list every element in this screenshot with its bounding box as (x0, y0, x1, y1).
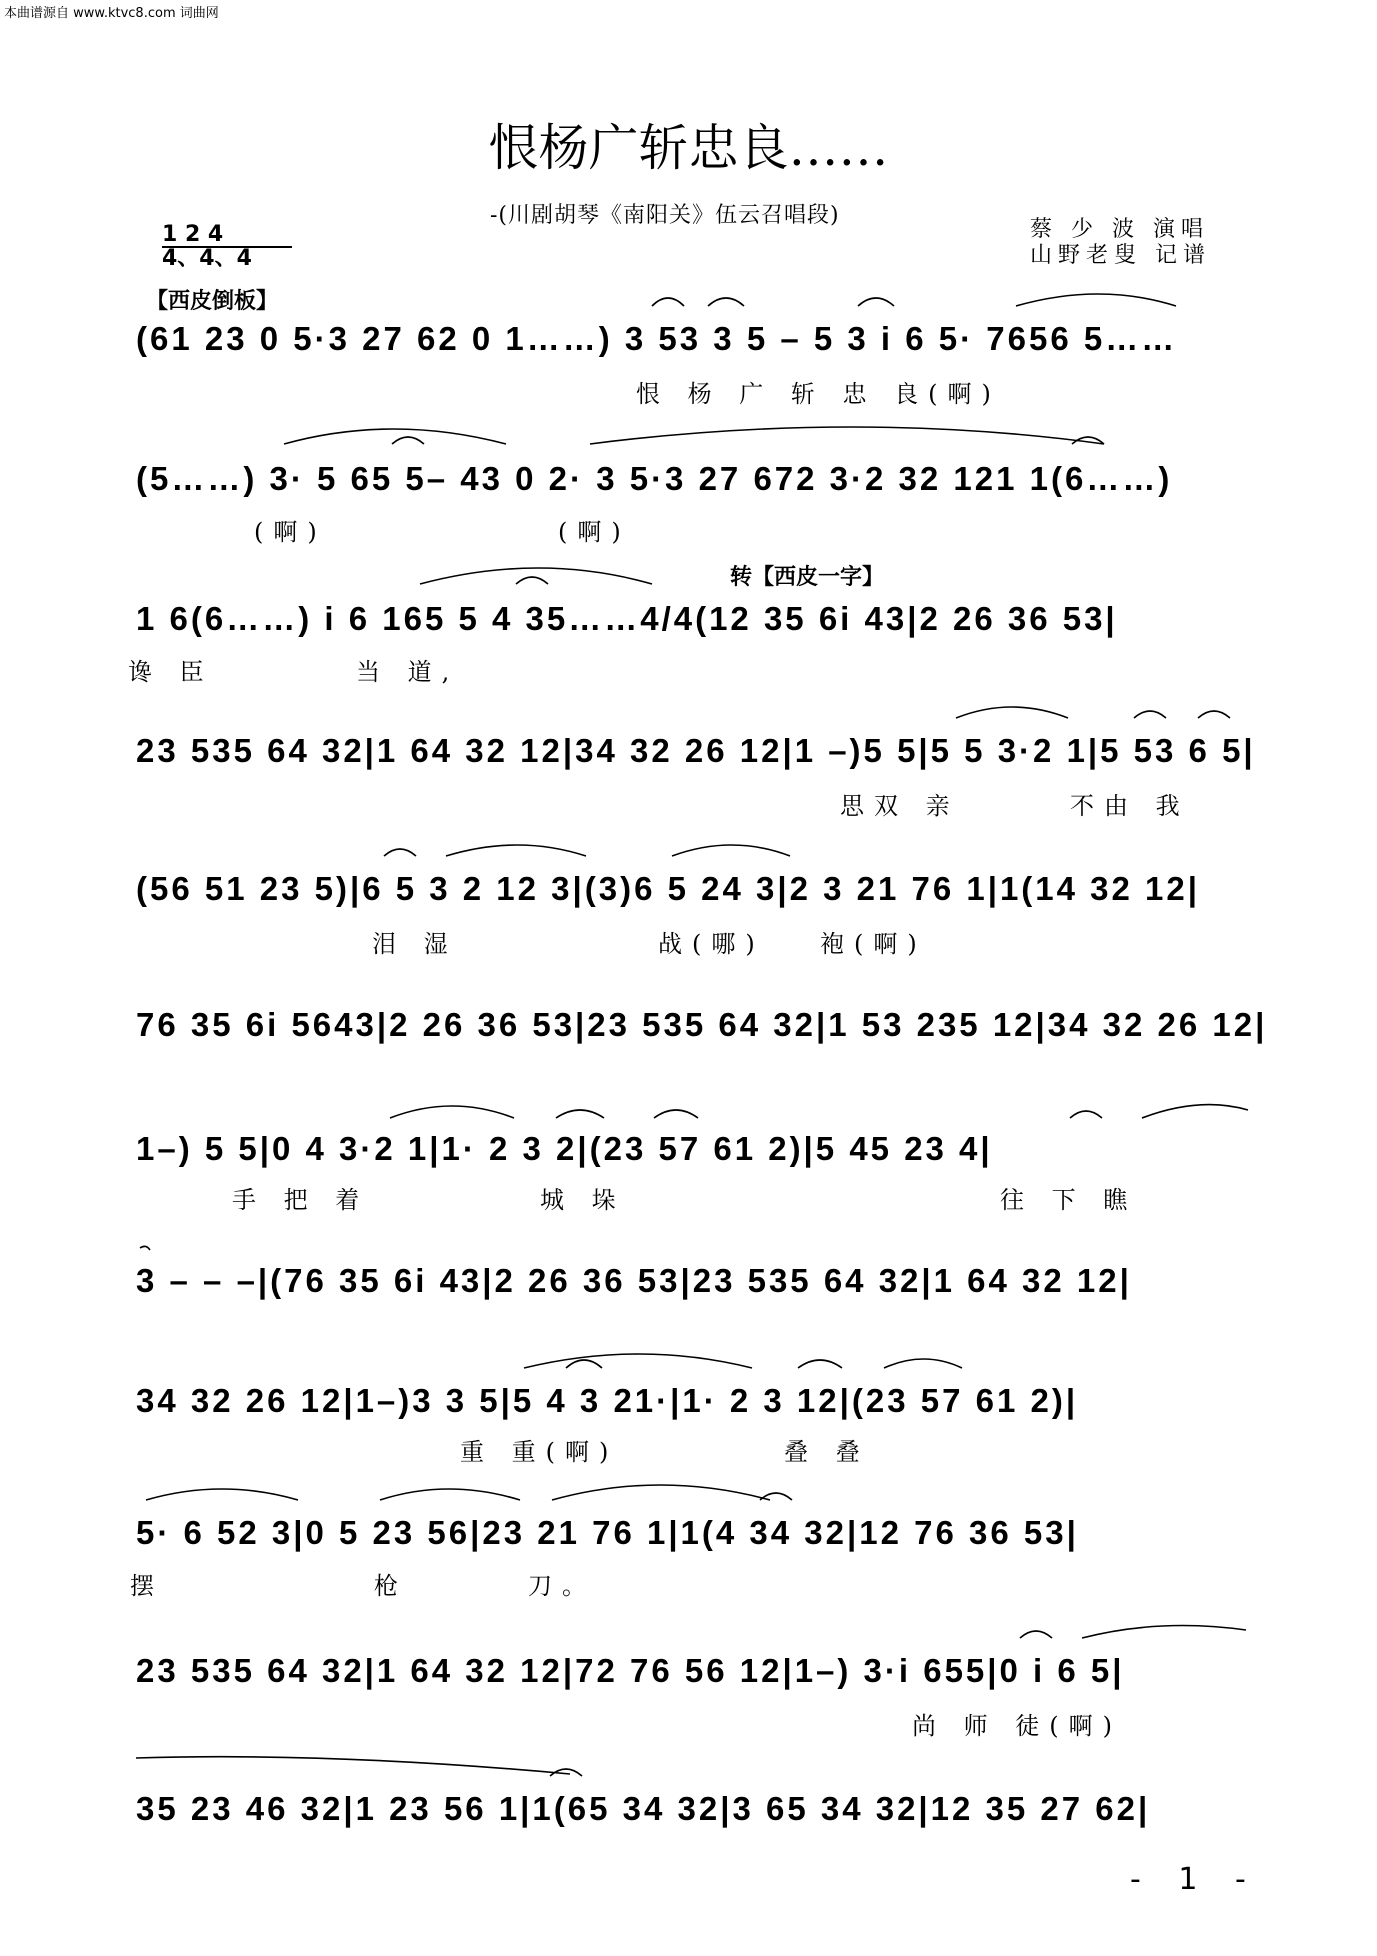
lyric-line-3b: 当 道, (356, 658, 460, 686)
slur-mark (516, 577, 548, 584)
slur-mark (1082, 1626, 1246, 1639)
mode-xipi-daoban: 【西皮倒板】 (146, 288, 279, 314)
lyric-line-3a: 谗 臣 (128, 658, 214, 686)
slur-mark (1016, 294, 1176, 306)
page-number: - 1 - (1130, 1862, 1260, 1897)
slur-mark (708, 298, 744, 306)
slur-mark (1072, 437, 1104, 444)
lyric-line-10b: 枪 (374, 1572, 408, 1600)
slur-mark (550, 1769, 582, 1776)
slur-mark (552, 1485, 770, 1500)
music-line-6: 76 35 6i 5643|2 26 36 53|23 535 64 32|1 53 235 12|34 32 26 12| (136, 1006, 1268, 1043)
lyric-line-4a: 思双 亲 (840, 792, 960, 820)
slur-mark (390, 1106, 514, 1118)
slur-mark (858, 298, 894, 306)
slur-mark (884, 1359, 962, 1368)
slur-mark (652, 298, 684, 306)
music-line-5: (56 51 23 5)|6 5 3 2 12 3|(3)6 5 24 3|2 3 21 76 1|1(14 32 12| (136, 870, 1200, 907)
lyric-line-1: 恨 杨 广 斩 忠 良(啊) (636, 380, 1001, 408)
lyric-line-2b: (啊) (558, 518, 631, 546)
lyric-line-11: 尚 师 徒(啊) (912, 1712, 1122, 1740)
time-signatures (162, 224, 292, 270)
slur-mark (146, 1489, 298, 1500)
watermark-text: 本曲谱源自 www.ktvc8.com 词曲网 (4, 6, 219, 21)
lyric-line-9a: 重 重(啊) (460, 1438, 619, 1466)
slur-mark (1020, 1631, 1052, 1638)
slur-mark (1142, 1105, 1248, 1118)
lyric-line-10a: 摆 (130, 1572, 164, 1600)
slur-mark (956, 707, 1068, 718)
slur-mark (556, 1110, 604, 1118)
slur-mark (524, 1354, 752, 1368)
lyric-line-10c: 刀。 (528, 1572, 596, 1600)
slur-mark (1070, 1111, 1102, 1118)
slur-mark (284, 429, 506, 444)
slur-mark (384, 849, 416, 856)
lyric-line-7c: 往 下 瞧 (1000, 1186, 1138, 1214)
slur-mark (590, 427, 1104, 444)
music-line-7: 1–) 5 5|0 4 3·2 1|1· 2 3 2|(23 57 61 2)|5 45 23 4| (136, 1130, 993, 1167)
slur-mark (1198, 711, 1230, 718)
music-line-9: 34 32 26 12|1–)3 3 5|5 4 3 21·|1· 2 3 12|(23 57 61 2)| (136, 1382, 1079, 1419)
lyric-line-4b: 不由 我 (1070, 792, 1190, 820)
lyric-line-7a: 手 把 着 (232, 1186, 370, 1214)
meter-denominators: 4、4、4 (162, 246, 252, 271)
slur-mark (798, 1360, 842, 1368)
mode-xipi-yizi: 转【西皮一字】 (730, 564, 885, 590)
slur-mark (760, 1493, 792, 1500)
slur-mark (446, 845, 586, 856)
music-line-4: 23 535 64 32|1 64 32 12|34 32 26 12|1 –)5 5|5 5 3·2 1|5 53 6 5| (136, 732, 1256, 769)
music-line-1: (61 23 0 5·3 27 62 0 1……) 3 53 3 5 – 5 3 i 6 5· 7656 5…… (136, 320, 1178, 357)
page-title: 恨杨广斩忠良…… (488, 119, 889, 177)
singer-credit: 蔡 少 波 演唱 (1030, 217, 1209, 242)
lyric-line-9b: 叠 叠 (784, 1438, 870, 1466)
music-line-2: (5……) 3· 5 65 5– 43 0 2· 3 5·3 27 672 3·2 32 121 1(6……) (136, 460, 1173, 497)
slur-mark (140, 1246, 150, 1250)
slur-mark (392, 437, 424, 444)
slur-mark (380, 1489, 520, 1500)
slur-mark (654, 1110, 698, 1118)
music-line-8: 3 – – –|(76 35 6i 43|2 26 36 53|23 535 64 32|1 64 32 12| (136, 1262, 1132, 1299)
lyric-line-5c: 袍(啊) (820, 930, 927, 958)
music-line-3: 1 6(6……) i 6 165 5 4 35……4/4(12 35 6i 43|2 26 36 53| (136, 600, 1118, 637)
lyric-line-5b: 战(哪) (658, 930, 765, 958)
slur-mark (566, 1360, 602, 1368)
music-line-10: 5· 6 52 3|0 5 23 56|23 21 76 1|1(4 34 32|12 76 36 53| (136, 1514, 1079, 1551)
meter-numerators: 1 2 4 (162, 222, 224, 247)
lyric-line-5a: 泪 湿 (372, 930, 458, 958)
subtitle: -(川剧胡琴《南阳关》伍云召唱段) (490, 203, 840, 228)
slur-mark (420, 568, 652, 584)
music-line-12: 35 23 46 32|1 23 56 1|1(65 34 32|3 65 34 32|12 35 27 62| (136, 1790, 1151, 1827)
slur-mark (1134, 711, 1166, 718)
lyric-line-2a: (啊) (254, 518, 327, 546)
lyric-line-7b: 城 垛 (540, 1186, 626, 1214)
music-line-11: 23 535 64 32|1 64 32 12|72 76 56 12|1–) 3·i 655|0 i 6 5| (136, 1652, 1125, 1689)
slur-mark (136, 1757, 570, 1774)
slur-mark (672, 845, 790, 856)
transcriber-credit: 山野老叟 记谱 (1030, 243, 1211, 268)
